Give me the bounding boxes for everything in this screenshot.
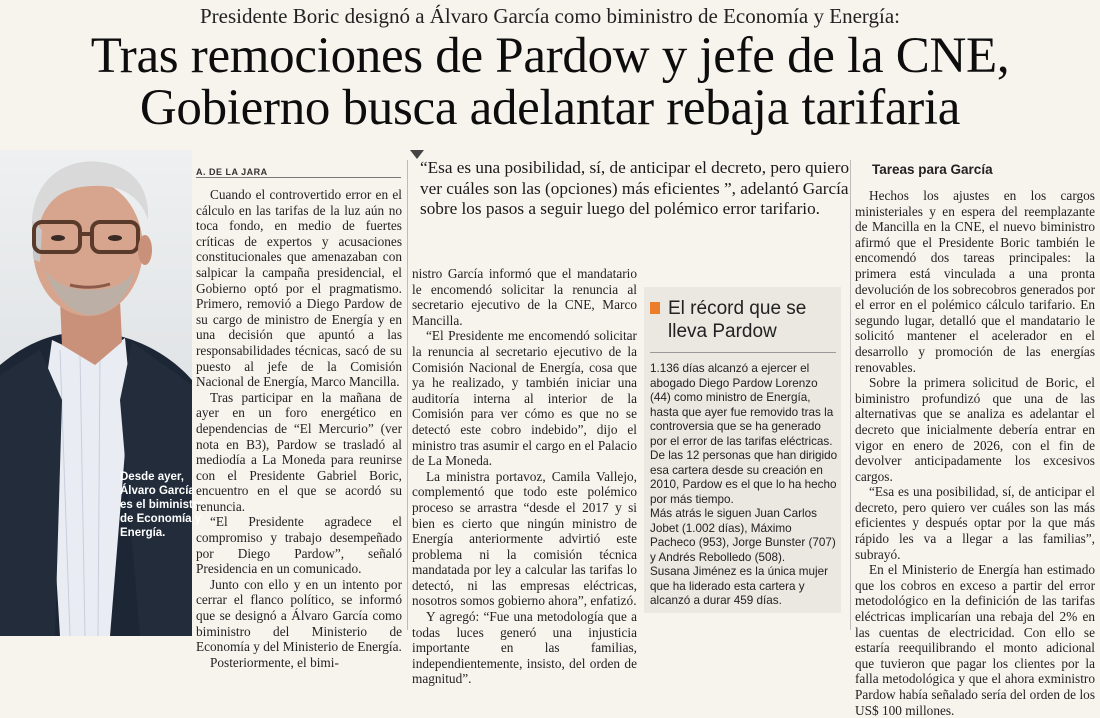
paragraph: Hechos los ajustes en los cargos ministeriales y en espera del reemplazante de Mancilla en la CNE, el nuevo biministro afirmó que el Presidente Boric también le encomendó dos tareas principales: la primera está vinculada a una pronta devolución de los sobrecobros generados por el error en el polémico cálculo tarifario. En segundo lugar, detalló que el mandatario le solicitó mantener el acelerador en el desarrollo y promoción de las energías renovables. [855, 188, 1095, 375]
section-subtitle: Tareas para García [872, 162, 993, 177]
sidebar-paragraph: Más atrás le siguen Juan Carlos Jobet (1.002 días), Máximo Pacheco (953), Jorge Bunster (707) y Andrés Rebolledo (508). [650, 507, 836, 564]
paragraph: “El Presidente agradece el compromiso y trabajo desempeñado por Diego Pardow”, señaló Presidencia en un comunicado. [196, 514, 402, 577]
article-column-2 [412, 266, 637, 687]
paragraph: Y agregó: “Fue una metodología que a todas luces generó una injusticia importante en las familias, independientemente, insisto, del orden de magnitud”. [412, 609, 637, 687]
minister-photo [0, 150, 192, 636]
paragraph: Sobre la primera solicitud de Boric, el biministro profundizó que una de las alternativas que se analiza es adelantar el decreto que inicialmente debería entrar en vigor en enero de 2026, con el fin de devolver anticipadamente los excesivos cargos. [855, 375, 1095, 484]
column-divider [407, 160, 408, 630]
byline: A. DE LA JARA [196, 167, 268, 177]
sidebar-paragraph: 1.136 días alcanzó a ejercer el abogado Diego Pardow Lorenzo (44) como ministro de Energía, hasta que ayer fue removido tras la controversia que se ha generado por el error de las tarifas eléctricas. [650, 362, 834, 448]
orange-square-icon [650, 302, 660, 314]
paragraph: nistro García informó que el mandatario le encomendó solicitar la renuncia al secretario ejecutivo de la CNE, Marco Mancilla. [412, 266, 637, 328]
sidebar-body [650, 362, 838, 609]
article-column-1 [196, 187, 402, 670]
paragraph: “El Presidente me encomendó solicitar la renuncia al secretario ejecutivo de la Comisión Nacional de Energía, cosa que ya he realizado, y también iniciar una auditoría interna al interior de la Comisión para ver cómo es que no se detectó este cobro indebido”, dijo el ministro tras asumir el cargo en el Palacio de La Moneda. [412, 328, 637, 469]
headline-line-2: Gobierno busca adelantar rebaja tarifaria [139, 80, 961, 136]
sidebar-paragraph: De las 12 personas que han dirigido esa cartera desde su creación en 2010, Pardow es el que lo ha hecho por más tiempo. [650, 449, 838, 506]
headline-line-1: Tras remociones de Pardow y jefe de la CNE, [90, 28, 1010, 84]
sidebar-title: El récord que se lleva Pardow [668, 298, 807, 342]
paragraph: Posteriormente, el bimi- [210, 654, 339, 670]
paragraph: Cuando el controvertido error en el cálculo en las tarifas de la luz aún no toca fondo, en medio de fuertes críticas de expertos y acusaciones constitucionales que amenazaban con salpicar la campaña presidencial, el Gobierno optó por el pragmatismo. Primero, removió a Diego Pardow de su cargo de ministro de Energía y en una decisión que apuntó a las responsabilidades técnicas, sacó de su puesto al jefe de la Comisión Nacional de Energía, Marco Mancilla. [196, 187, 402, 390]
portrait-illustration [0, 150, 192, 636]
sidebar-rule [650, 352, 836, 353]
article-column-3 [855, 188, 1095, 718]
paragraph: “Esa es una posibilidad, sí, de anticipar el decreto, pero quiero ver cuáles son las más eficientes y después optar por la que más rápido les va a llegar a las familias”, subrayó. [855, 484, 1095, 562]
pull-quote: “Esa es una posibilidad, sí, de anticipar el decreto, pero quiero ver cuáles son las (opciones) más eficientes ”, adelantó García sobre los pasos a seguir luego del polémico error tarifario. [420, 158, 850, 219]
paragraph: Tras participar en la mañana de ayer en un foro energético en dependencias de “El Mercurio” (ver nota en B3), Pardow se trasladó al mediodía a La Moneda para reunirse con el Presidente Gabriel Boric, encuentro en el que se acordó su renuncia. [196, 389, 402, 514]
article-headline [0, 30, 1100, 134]
column-divider [850, 160, 851, 630]
paragraph: Junto con ello y en un intento por cerrar el flanco político, se informó que se designó a Álvaro García como biministro del Ministerio de Economía y del Ministerio de Energía. [196, 576, 402, 655]
paragraph: En el Ministerio de Energía han estimado que los cobros en exceso a partir del error metodológico en la definición de las tarifas eléctricas implicarían una rebaja del 2% en las cuentas de electricidad. Con ello se estaría reequilibrando el monto adicional que tuvieron que pagar los clientes por la falla metodológica y que el ahora exministro Pardow había señalado sería del orden de los US$ 100 millones. [855, 562, 1095, 718]
photo-caption: Desde ayer, Álvaro García es el biministro de Economía y Energía. [120, 471, 205, 539]
sidebar-paragraph: Susana Jiménez es la única mujer que ha liderado esta cartera y alcanzó a durar 459 días. [650, 565, 829, 607]
article-kicker: Presidente Boric designó a Álvaro García como biministro de Economía y Energía: [199, 4, 900, 28]
paragraph: La ministra portavoz, Camila Vallejo, complementó que todo este polémico proceso se arrastra “desde el 2017 y si bien es cierto que ningún ministro de Energía anteriormente advirtió este problema ni la comisión técnica mandatada por ley a calcular las tarifas lo detectó, ni las empresas eléctricas, nosotros somos gobierno ahora”, enfatizó. [412, 468, 637, 609]
byline-rule [196, 177, 401, 178]
